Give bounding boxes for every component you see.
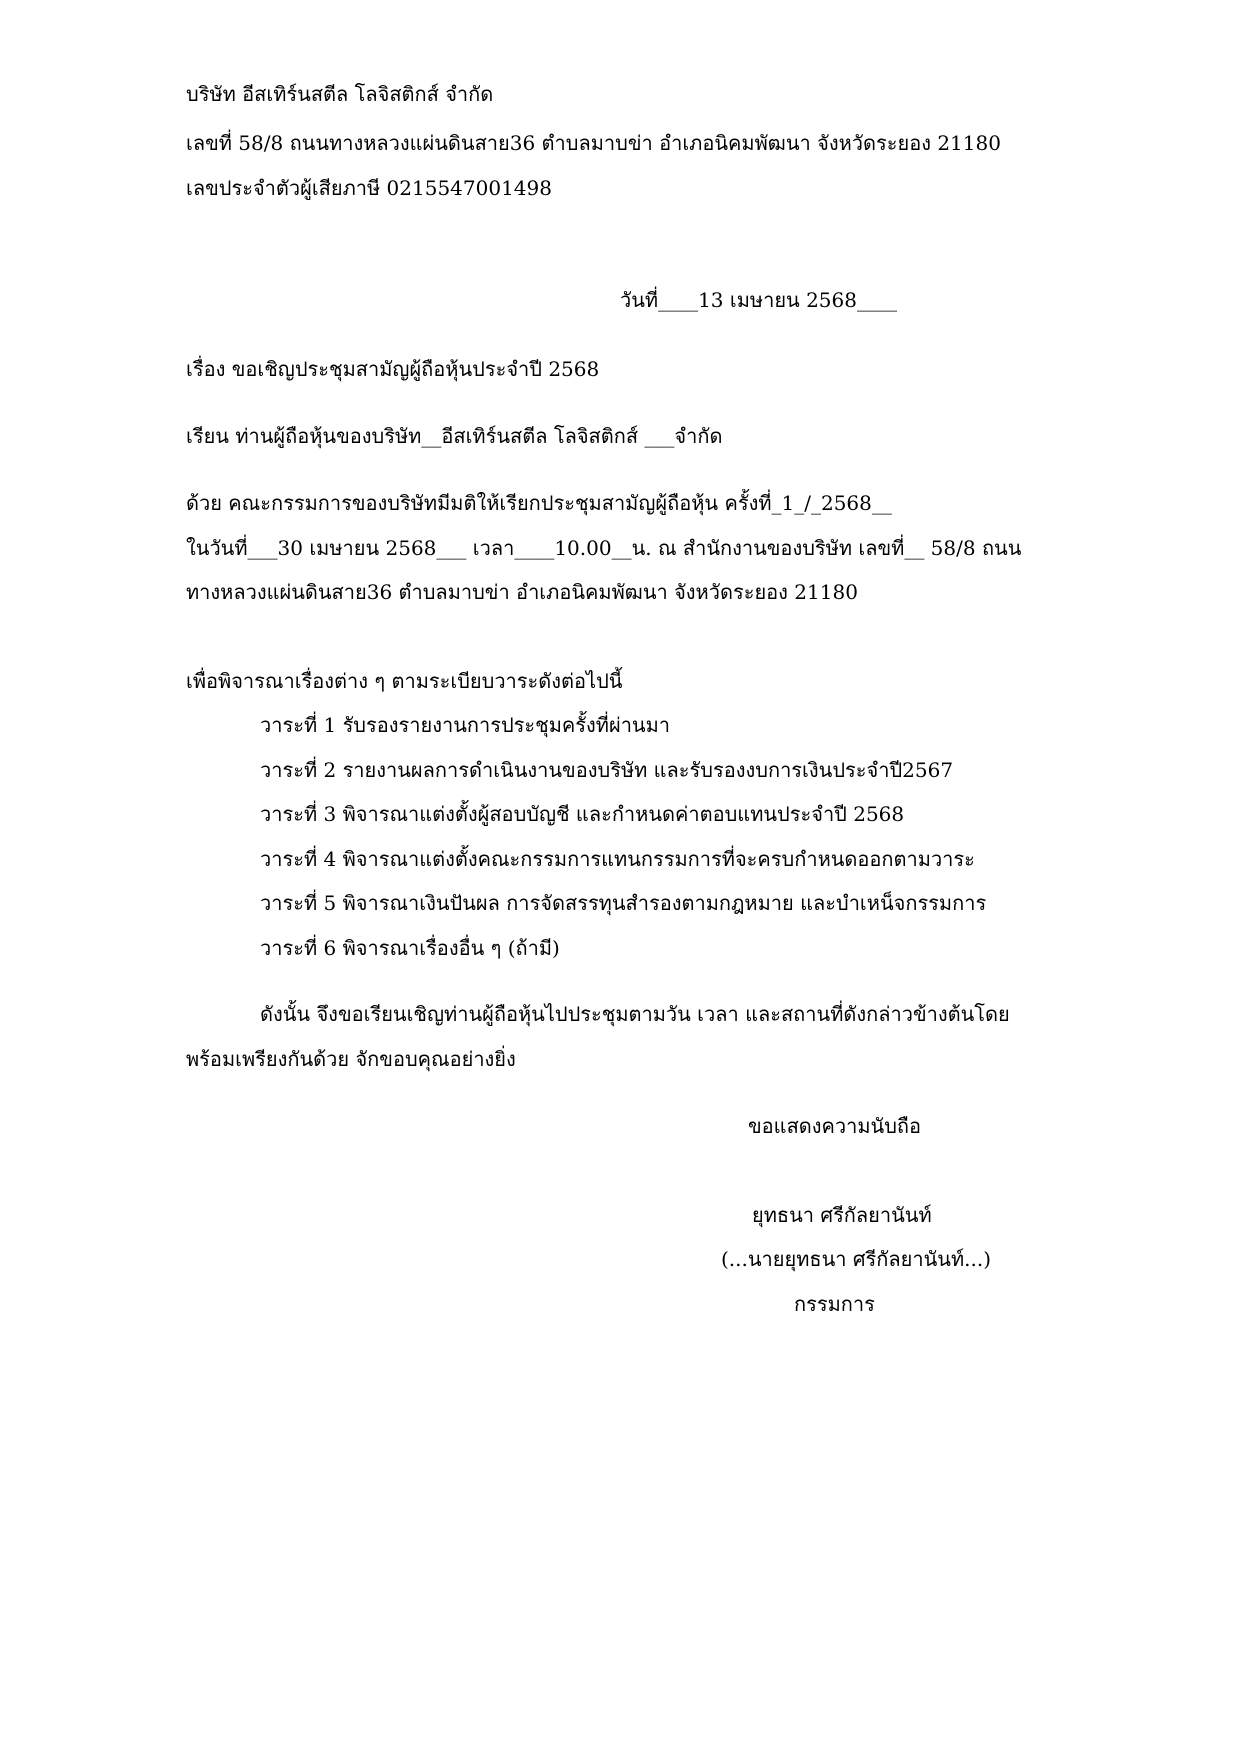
body-line-3: ทางหลวงแผ่นดินสาย36 ตำบลมาบข่า อำเภอนิคมพัฒนา จังหวัดระยอง 21180 [186,580,858,604]
signer-printed-name: (...นายยุทธนา ศรีกัลยานันท์...) [721,1247,992,1271]
company-address: เลขที่ 58/8 ถนนทางหลวงแผ่นดินสาย36 ตำบลมาบข่า อำเภอนิคมพัฒนา จังหวัดระยอง 21180 [186,131,1001,155]
agenda-item: วาระที่ 1 รับรองรายงานการประชุมครั้งที่ผ่านมา [260,713,671,737]
agenda-item: วาระที่ 6 พิจารณาเรื่องอื่น ๆ (ถ้ามี) [260,936,560,960]
agenda-item: วาระที่ 3 พิจารณาแต่งตั้งผู้สอบบัญชี และกำหนดค่าตอบแทนประจำปี 2568 [260,802,905,826]
body-line-1: ด้วย คณะกรรมการของบริษัทมีมติให้เรียกประชุมสามัญผู้ถือหุ้น ครั้งที่_1_/_2568__ [186,491,892,515]
signer-signature: ยุทธนา ศรีกัลยานันท์ [752,1203,932,1227]
tax-id: เลขประจำตัวผู้เสียภาษี 0215547001498 [186,176,552,200]
letter-recipient: เรียน ท่านผู้ถือหุ้นของบริษัท__อีสเทิร์นสตีล โลจิสติกส์ ___จำกัด [186,424,723,448]
body-line-2: ในวันที่___30 เมษายน 2568___ เวลา____10.00__น. ณ สำนักงานของบริษัท เลขที่__ 58/8 ถนน [186,536,1022,560]
closing-line-1: ดังนั้น จึงขอเรียนเชิญท่านผู้ถือหุ้นไปประชุมตามวัน เวลา และสถานที่ดังกล่าวข้างต้นโดย [260,1002,1010,1026]
agenda-item: วาระที่ 4 พิจารณาแต่งตั้งคณะกรรมการแทนกรรมการที่จะครบกำหนดออกตามวาระ [260,847,975,871]
signer-position: กรรมการ [794,1292,875,1316]
agenda-item: วาระที่ 2 รายงานผลการดำเนินงานของบริษัท และรับรองงบการเงินประจำปี2567 [260,758,954,782]
letter-subject: เรื่อง ขอเชิญประชุมสามัญผู้ถือหุ้นประจำปี 2568 [186,357,600,381]
agenda-item: วาระที่ 5 พิจารณาเงินปันผล การจัดสรรทุนสำรองตามกฎหมาย และบำเหน็จกรรมการ [260,891,987,915]
company-name: บริษัท อีสเทิร์นสตีล โลจิสติกส์ จำกัด [186,82,494,106]
closing-regards: ขอแสดงความนับถือ [748,1114,922,1138]
agenda-intro: เพื่อพิจารณาเรื่องต่าง ๆ ตามระเบียบวาระดังต่อไปนี้ [186,669,623,693]
closing-line-2: พร้อมเพรียงกันด้วย จักขอบคุณอย่างยิ่ง [186,1047,516,1071]
letter-date: วันที่____13 เมษายน 2568____ [620,288,897,312]
